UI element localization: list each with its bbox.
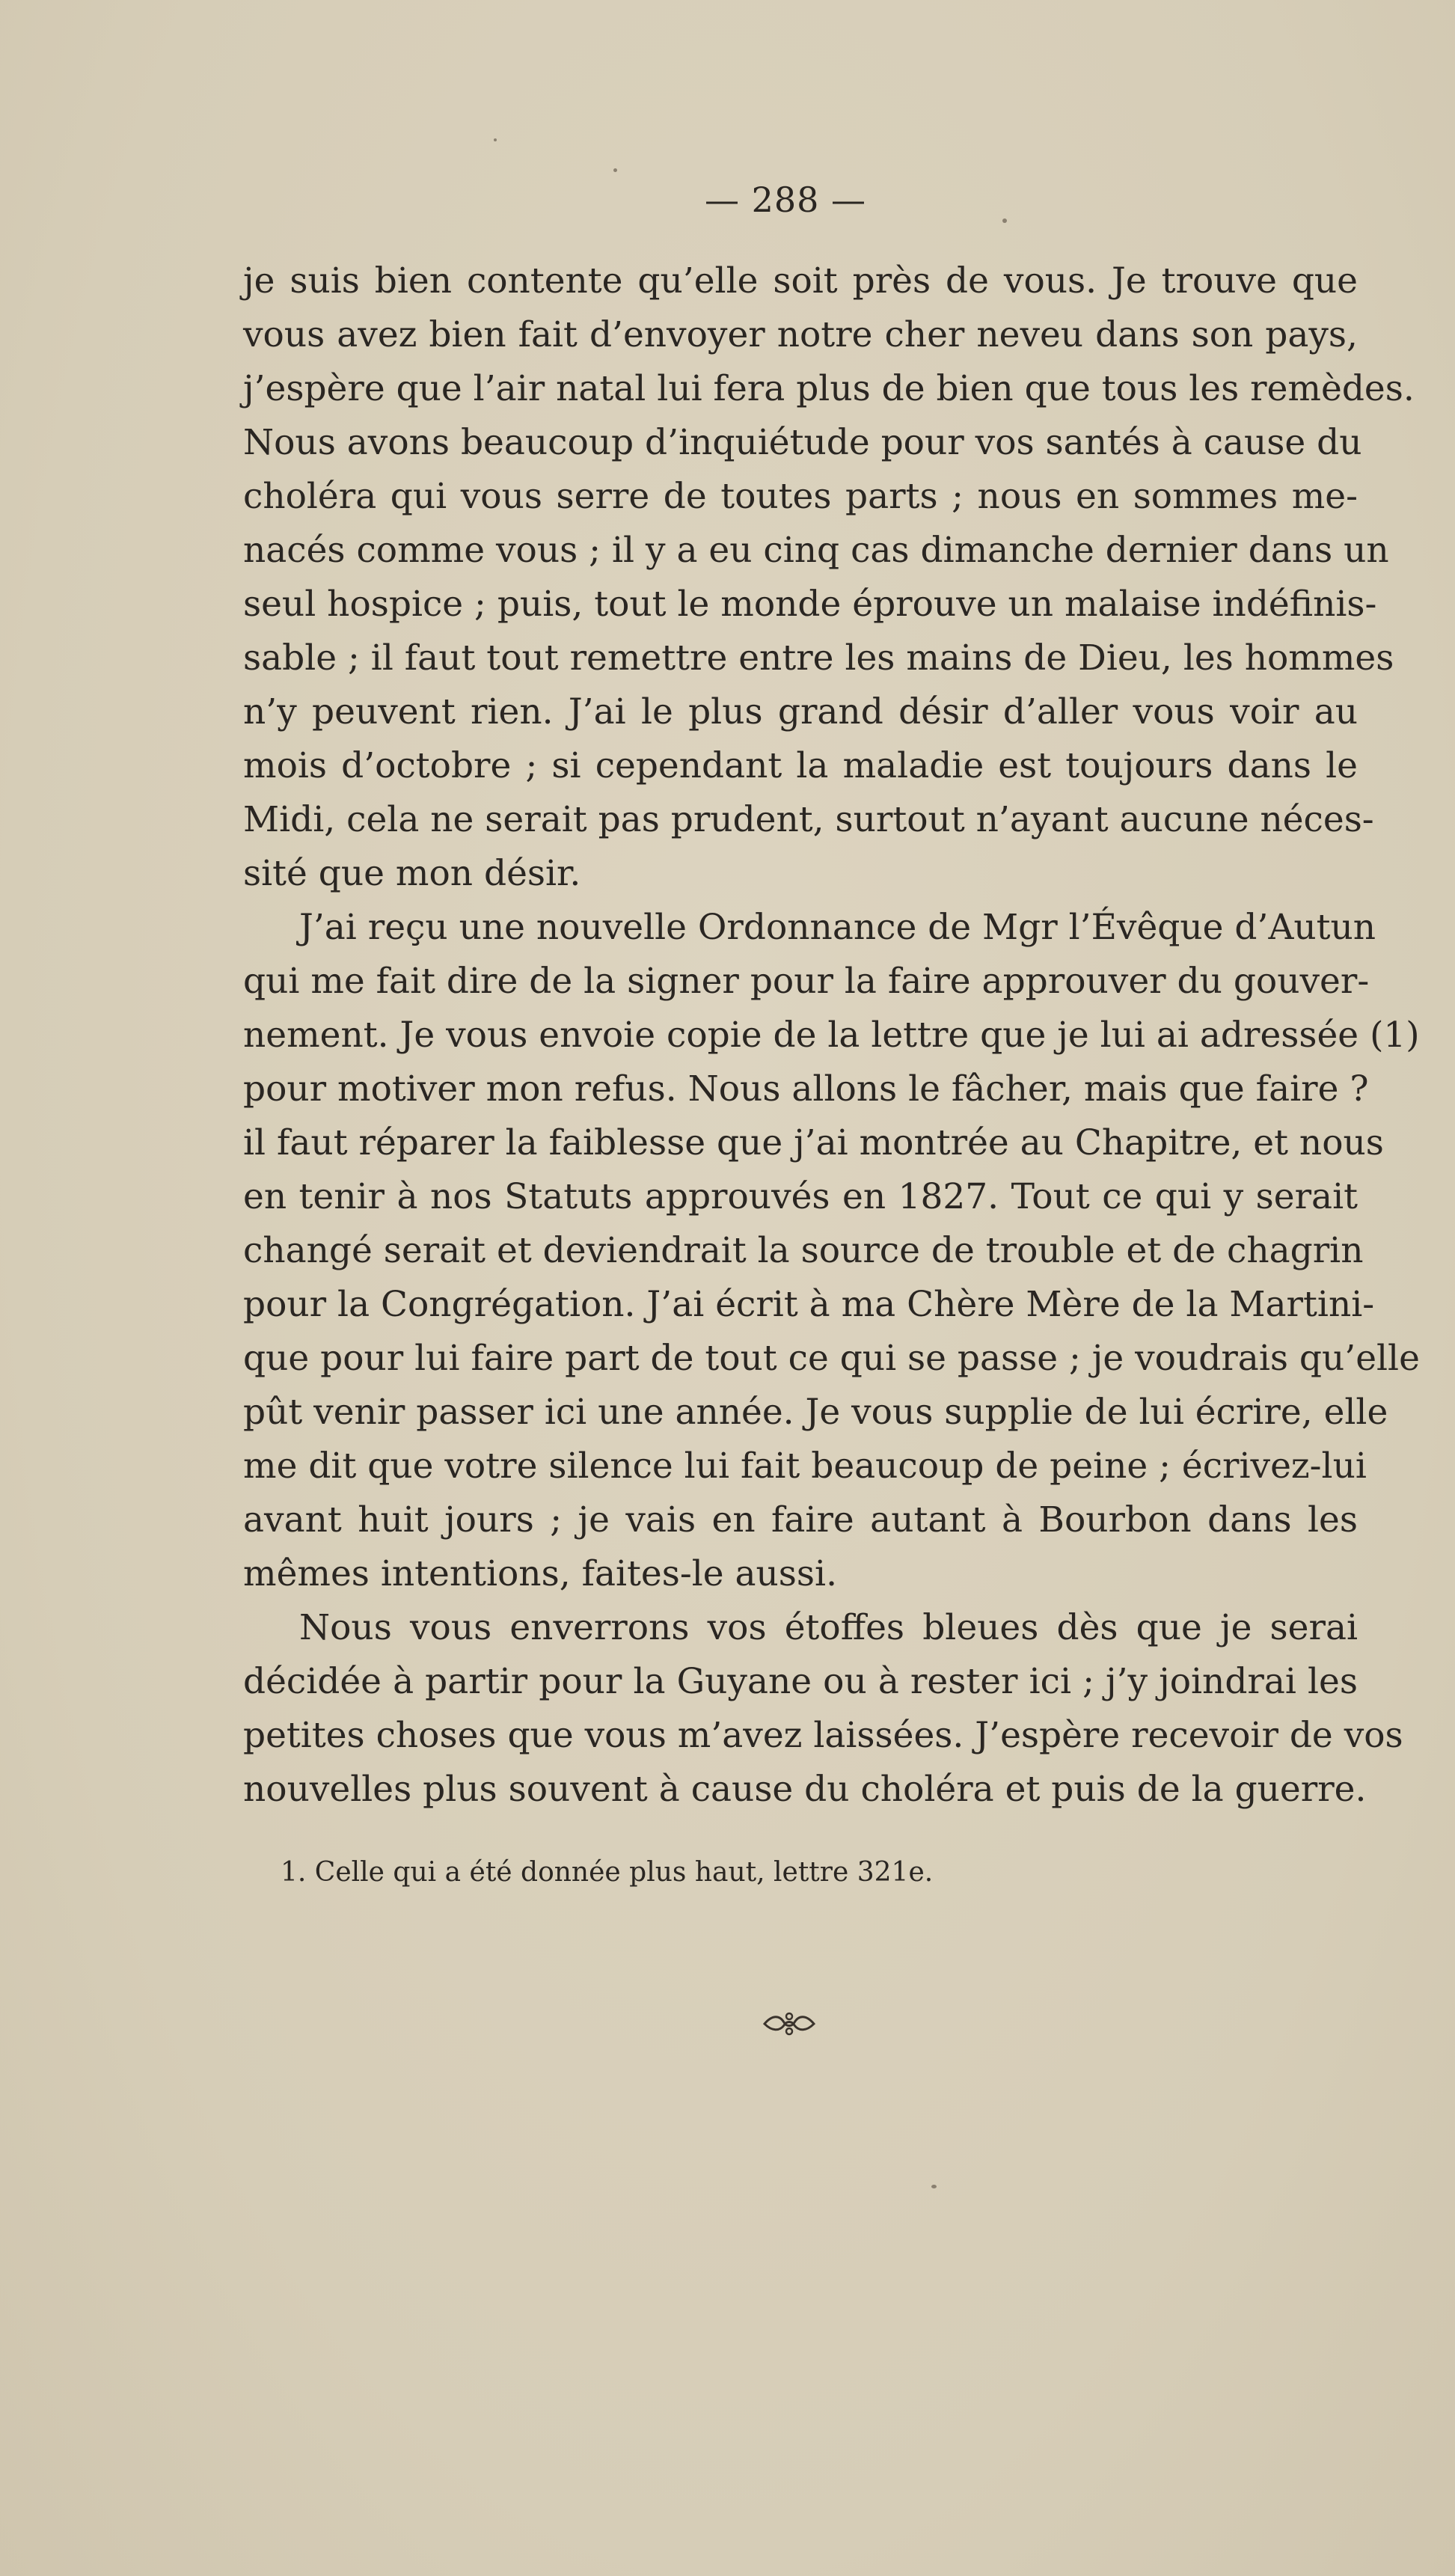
- text-line: décidée à partir pour la Guyane ou à rester ici ; j’y joindrai les: [243, 1661, 1358, 1702]
- text-line: n’y peuvent rien. J’ai le plus grand désir d’aller vous voir au: [243, 691, 1358, 732]
- text-line: Nous vous enverrons vos étoffes bleues dès que je serai: [299, 1607, 1358, 1648]
- text-line: Midi, cela ne serait pas prudent, surtout n’ayant aucune néces-: [243, 799, 1374, 840]
- paper-speck: [1002, 218, 1007, 223]
- footnote: 1. Celle qui a été donnée plus haut, lettre 321e.: [281, 1857, 934, 1888]
- text-line: pour motiver mon refus. Nous allons le fâcher, mais que faire ?: [243, 1068, 1369, 1110]
- fleuron-ornament-icon: [762, 2009, 817, 2039]
- text-line: pour la Congrégation. J’ai écrit à ma Chère Mère de la Martini-: [243, 1284, 1375, 1325]
- text-line: mêmes intentions, faites-le aussi.: [243, 1553, 838, 1594]
- text-line: que pour lui faire part de tout ce qui se passe ; je voudrais qu’elle: [243, 1338, 1420, 1379]
- text-line: pût venir passer ici une année. Je vous supplie de lui écrire, elle: [243, 1392, 1388, 1433]
- text-line: avant huit jours ; je vais en faire autant à Bourbon dans les: [243, 1499, 1358, 1541]
- text-line: j’espère que l’air natal lui fera plus de bien que tous les remèdes.: [243, 368, 1415, 409]
- paper-speck: [494, 138, 497, 141]
- text-line: petites choses que vous m’avez laissées. J’espère recevoir de vos: [243, 1715, 1403, 1756]
- text-line: changé serait et deviendrait la source de trouble et de chagrin: [243, 1230, 1364, 1271]
- text-line: en tenir à nos Statuts approuvés en 1827. Tout ce qui y serait: [243, 1176, 1358, 1217]
- body-text: [243, 254, 1420, 1817]
- text-line: choléra qui vous serre de toutes parts ; nous en sommes me-: [243, 476, 1358, 517]
- text-line: je suis bien contente qu’elle soit près de vous. Je trouve que: [243, 260, 1358, 302]
- paper-speck: [931, 2185, 937, 2188]
- text-line: sité que mon désir.: [243, 853, 581, 894]
- text-line: qui me fait dire de la signer pour la faire approuver du gouver-: [243, 961, 1370, 1002]
- text-line: nacés comme vous ; il y a eu cinq cas dimanche dernier dans un: [243, 530, 1389, 571]
- text-line: sable ; il faut tout remettre entre les mains de Dieu, les hommes: [243, 637, 1394, 679]
- text-line: mois d’octobre ; si cependant la maladie est toujours dans le: [243, 745, 1358, 786]
- paragraph-2: [243, 901, 1420, 1601]
- text-line: il faut réparer la faiblesse que j’ai montrée au Chapitre, et nous: [243, 1122, 1384, 1163]
- page-number: — 288 —: [704, 180, 867, 220]
- text-line: seul hospice ; puis, tout le monde éprouve un malaise indéfinis-: [243, 584, 1377, 625]
- text-line: nouvelles plus souvent à cause du choléra et puis de la guerre.: [243, 1769, 1367, 1810]
- text-line: nement. Je vous envoie copie de la lettre que je lui ai adressée (1): [243, 1015, 1420, 1056]
- text-line: J’ai reçu une nouvelle Ordonnance de Mgr l’Évêque d’Autun: [299, 907, 1376, 948]
- paragraph-3: [243, 1601, 1403, 1817]
- paragraph-1: [243, 254, 1415, 901]
- text-line: me dit que votre silence lui fait beaucoup de peine ; écrivez-lui: [243, 1445, 1367, 1487]
- text-line: vous avez bien fait d’envoyer notre cher neveu dans son pays,: [243, 314, 1358, 355]
- paper-speck: [613, 168, 617, 172]
- text-line: Nous avons beaucoup d’inquiétude pour vos santés à cause du: [243, 422, 1362, 463]
